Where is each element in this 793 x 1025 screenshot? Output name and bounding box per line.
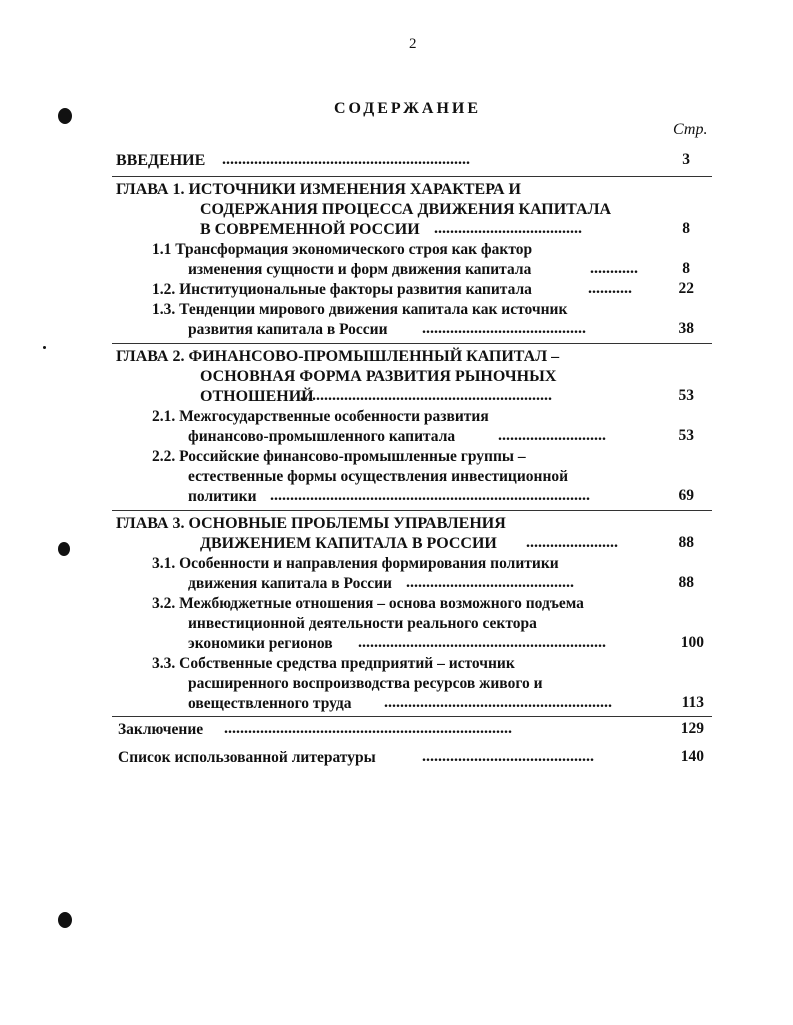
toc-ch2-line2: ОСНОВНАЯ ФОРМА РАЗВИТИЯ РЫНОЧНЫХ [200, 368, 557, 385]
toc-intro-page: 3 [682, 151, 690, 168]
toc-ch1-leader: ..................................... [434, 220, 582, 237]
toc-intro-title: ВВЕДЕНИЕ [116, 152, 206, 169]
toc-ch3-s2-line3: экономики регионов [188, 635, 333, 652]
toc-ch3-leader: ....................... [526, 534, 618, 551]
toc-conclusion-leader: ........................................................................ [224, 720, 512, 737]
toc-ch1-s1-leader: ............ [590, 260, 638, 277]
toc-ch1-s3-leader: ......................................... [422, 320, 586, 337]
page-number: 2 [409, 36, 417, 52]
toc-ch3-line2: ДВИЖЕНИЕМ КАПИТАЛА В РОССИИ [200, 535, 497, 552]
toc-ch3-s2-line1: 3.2. Межбюджетные отношения – основа возможного подъема [152, 595, 584, 612]
toc-ch1-s1-line2: изменения сущности и форм движения капитала [188, 261, 532, 278]
toc-ch3-s2-line2: инвестиционной деятельности реального сектора [188, 615, 537, 632]
toc-ch3-s1-page: 88 [678, 574, 694, 591]
toc-ch3-s3-line3: овеществленного труда [188, 695, 352, 712]
toc-ch3-s2-page: 100 [680, 634, 704, 651]
toc-ch1-s3-page: 38 [678, 320, 694, 337]
toc-ch3-s1-line2: движения капитала в России [188, 575, 392, 592]
toc-ch2-leader: ............................................................... [300, 387, 552, 404]
page-title: СОДЕРЖАНИЕ [334, 100, 482, 117]
toc-ch1-s2-line1: 1.2. Институциональные факторы развития капитала [152, 281, 532, 298]
section-divider [112, 176, 712, 177]
toc-ch2-s1-line1: 2.1. Межгосударственные особенности развития [152, 408, 489, 425]
toc-ch2-s2-line2: естественные формы осуществления инвестиционной [188, 468, 569, 485]
page-column-label: Стр. [673, 121, 708, 138]
toc-ch1-line3: В СОВРЕМЕННОЙ РОССИИ [200, 221, 420, 238]
toc-ch1-s3-line1: 1.3. Тенденции мирового движения капитала как источник [152, 301, 568, 318]
toc-ch1-s2-leader: ........... [588, 280, 632, 297]
toc-ch1-page: 8 [682, 220, 690, 237]
scan-speck [58, 912, 72, 928]
toc-ch3-s3-line2: расширенного воспроизводства ресурсов живого и [188, 675, 543, 692]
toc-ch1-s2-page: 22 [678, 280, 694, 297]
toc-ch3-line1: ГЛАВА 3. ОСНОВНЫЕ ПРОБЛЕМЫ УПРАВЛЕНИЯ [116, 515, 506, 532]
toc-ch2-line3: ОТНОШЕНИЙ [200, 388, 314, 405]
toc-ch2-s1-page: 53 [678, 427, 694, 444]
toc-ch3-s3-leader: ......................................................... [384, 694, 612, 711]
toc-conclusion-title: Заключение [118, 721, 204, 738]
toc-ch2-s2-page: 69 [678, 487, 694, 504]
toc-ch1-s3-line2: развития капитала в России [188, 321, 388, 338]
toc-ch3-s1-line1: 3.1. Особенности и направления формирования политики [152, 555, 559, 572]
toc-references-leader: ........................................... [422, 748, 594, 765]
toc-conclusion-page: 129 [680, 720, 704, 737]
toc-ch2-s2-line3: политики [188, 488, 257, 505]
toc-ch1-s1-line1: 1.1 Трансформация экономического строя как фактор [152, 241, 533, 258]
scan-speck [58, 542, 70, 556]
toc-references-title: Список использованной литературы [118, 749, 376, 766]
scan-speck [43, 346, 46, 349]
section-divider [112, 343, 712, 344]
toc-ch3-s3-page: 113 [681, 694, 704, 711]
toc-ch2-s1-leader: ........................... [498, 427, 606, 444]
section-divider [112, 510, 712, 511]
toc-ch1-line1: ГЛАВА 1. ИСТОЧНИКИ ИЗМЕНЕНИЯ ХАРАКТЕРА И [116, 181, 521, 198]
section-divider [112, 716, 712, 717]
toc-ch2-line1: ГЛАВА 2. ФИНАНСОВО-ПРОМЫШЛЕННЫЙ КАПИТАЛ – [116, 348, 560, 365]
toc-ch2-s1-line2: финансово-промышленного капитала [188, 428, 456, 445]
toc-ch1-line2: СОДЕРЖАНИЯ ПРОЦЕССА ДВИЖЕНИЯ КАПИТАЛА [200, 201, 612, 218]
toc-ch3-page: 88 [678, 534, 694, 551]
scan-speck [58, 108, 72, 124]
toc-ch1-s1-page: 8 [682, 260, 690, 277]
toc-ch3-s2-leader: .............................................................. [358, 634, 606, 651]
toc-intro-leader: .............................................................. [222, 151, 470, 168]
toc-ch2-s2-leader: ................................................................................ [270, 487, 590, 504]
toc-ch2-s2-line1: 2.2. Российские финансово-промышленные группы – [152, 448, 526, 465]
toc-ch2-page: 53 [678, 387, 694, 404]
toc-ch3-s1-leader: .......................................... [406, 574, 574, 591]
toc-ch3-s3-line1: 3.3. Собственные средства предприятий – источник [152, 655, 515, 672]
toc-references-page: 140 [680, 748, 704, 765]
